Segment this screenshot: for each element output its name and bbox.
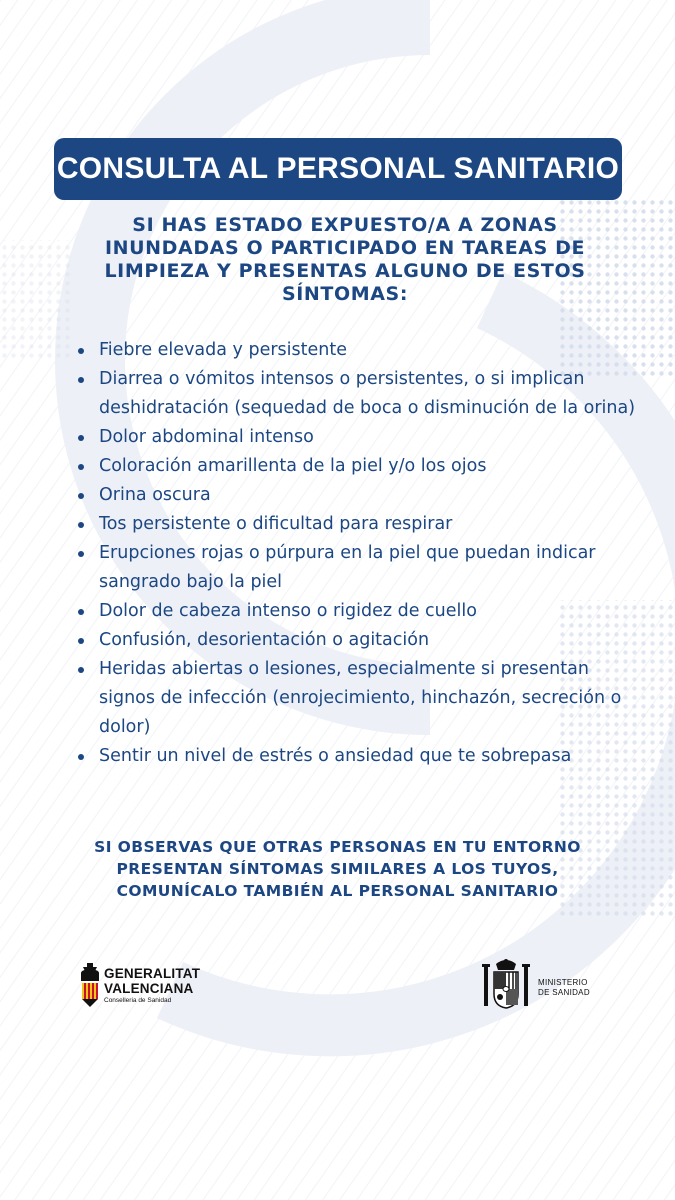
symptom-item: Sentir un nivel de estrés o ansiedad que te sobrepasa bbox=[78, 742, 638, 771]
symptom-item: Fiebre elevada y persistente bbox=[78, 336, 638, 365]
ministerio-line: DE SANIDAD bbox=[538, 988, 590, 997]
intro-line: INUNDADAS O PARTICIPADO EN TAREAS DE bbox=[104, 237, 586, 259]
spain-coat-of-arms-icon bbox=[482, 958, 530, 1014]
closing-line: SI OBSERVAS QUE OTRAS PERSONAS EN TU ENTORNO bbox=[94, 838, 581, 856]
intro-heading bbox=[95, 214, 595, 306]
symptom-item: Orina oscura bbox=[78, 481, 638, 510]
page-title: CONSULTA AL PERSONAL SANITARIO bbox=[56, 152, 620, 185]
intro-line: SI HAS ESTADO EXPUESTO/A A ZONAS bbox=[132, 214, 558, 236]
symptom-item: Tos persistente o dificultad para respirar bbox=[78, 510, 638, 539]
intro-line: LIMPIEZA Y PRESENTAS ALGUNO DE ESTOS bbox=[104, 260, 586, 282]
conselleria-label: Conselleria de Sanidad bbox=[104, 997, 172, 1004]
generalitat-valenciana-logo bbox=[80, 963, 220, 1023]
generalitat-emblem-icon bbox=[80, 963, 100, 1009]
symptom-list bbox=[78, 336, 638, 771]
symptom-item: Confusión, desorientación o agitación bbox=[78, 626, 638, 655]
generalitat-line: VALENCIANA bbox=[104, 981, 194, 996]
symptom-item: Dolor de cabeza intenso o rigidez de cuello bbox=[78, 597, 638, 626]
generalitat-wordmark bbox=[104, 966, 200, 996]
closing-line: COMUNÍCALO TAMBIÉN AL PERSONAL SANITARIO bbox=[116, 882, 559, 900]
symptom-item: Erupciones rojas o púrpura en la piel que puedan indicar sangrado bajo la piel bbox=[78, 539, 638, 597]
ministerio-wordmark bbox=[538, 978, 590, 998]
closing-note bbox=[60, 836, 615, 902]
symptom-item: Coloración amarillenta de la piel y/o los ojos bbox=[78, 452, 638, 481]
symptom-item: Dolor abdominal intenso bbox=[78, 423, 638, 452]
ministerio-line: MINISTERIO bbox=[538, 978, 588, 987]
title-banner bbox=[54, 138, 622, 200]
generalitat-line: GENERALITAT bbox=[104, 966, 201, 981]
symptom-item: Diarrea o vómitos intensos o persistentes, o si implican deshidratación (sequedad de boca o disminución de la orina) bbox=[78, 365, 638, 423]
ministerio-sanidad-logo bbox=[482, 958, 612, 1018]
closing-line: PRESENTAN SÍNTOMAS SIMILARES A LOS TUYOS, bbox=[116, 860, 559, 878]
symptom-item: Heridas abiertas o lesiones, especialmente si presentan signos de infección (enrojecimiento, hinchazón, secreción o dolor) bbox=[78, 655, 638, 742]
intro-line: SÍNTOMAS: bbox=[281, 283, 409, 305]
